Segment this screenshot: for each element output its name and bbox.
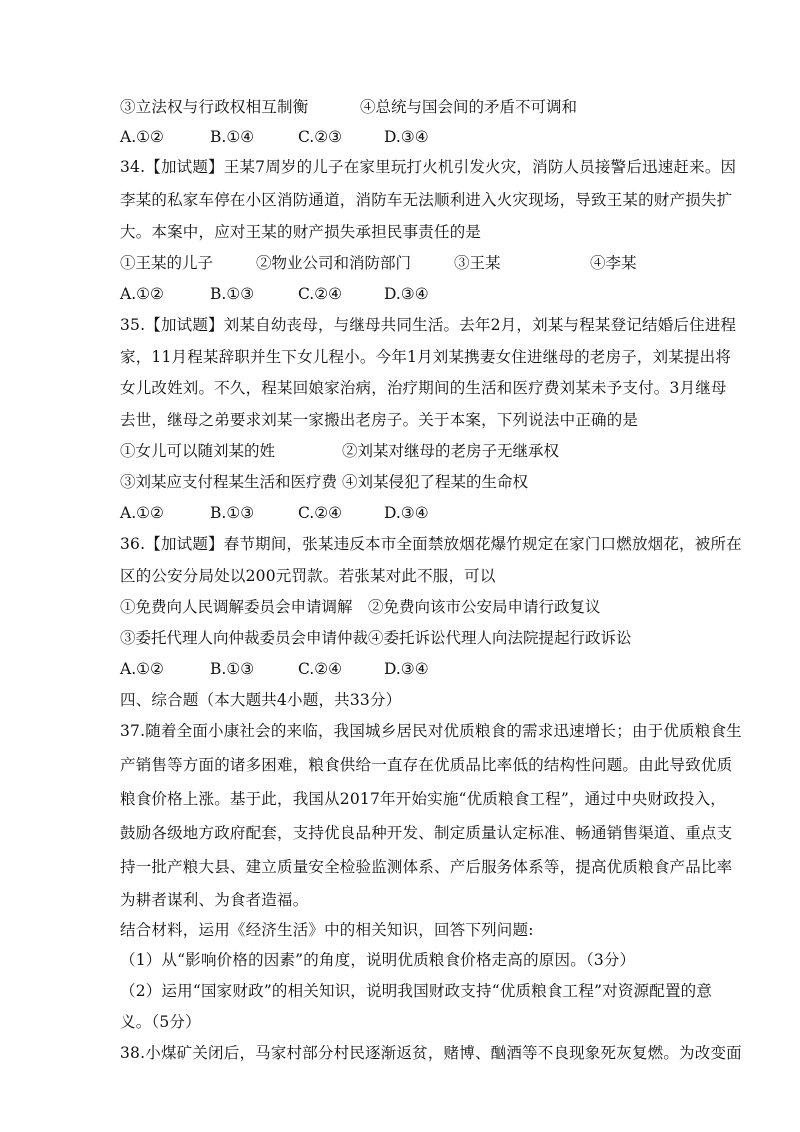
q33-item3: ③立法权与行政权相互制衡 [120, 98, 309, 116]
q33-item4: ④总统与国会间的矛盾不可调和 [360, 98, 578, 116]
q38-stem-line: 38.小煤矿关闭后，马家村部分村民逐渐返贫，赌博、酗酒等不良现象死灰复燃。为改变面 [120, 1044, 742, 1062]
q35-item2: ②刘某对继母的老房子无继承权 [342, 442, 560, 460]
q34-item4: ④李某 [590, 254, 637, 272]
q36-option-d: D.③④ [384, 660, 429, 678]
q33-option-d: D.③④ [384, 128, 429, 146]
q34-stem-line: 34.【加试题】王某7周岁的儿子在家里玩打火机引发火灾，消防人员接警后迅速赶来。因 [120, 158, 737, 176]
q37-subquestion-1: （1）从“影响价格的因素”的角度，说明优质粮食价格走高的原因。（3分） [120, 951, 636, 969]
q34-option-a: A.①② [120, 285, 164, 303]
q37-material-line: 37.随着全面小康社会的来临，我国城乡居民对优质粮食的需求迅速增长；由于优质粮食生 [120, 722, 742, 740]
q36-option-c: C.②④ [298, 660, 343, 678]
q36-item1: ①免费向人民调解委员会申请调解 [120, 598, 353, 616]
q36-stem-line: 36.【加试题】春节期间，张某违反本市全面禁放烟花爆竹规定在家门口燃放烟花，被所在 [120, 535, 742, 553]
q34-option-d: D.③④ [384, 285, 429, 303]
q34-stem-line: 大。本案中，应对王某的财产损失承担民事责任的是 [120, 223, 482, 241]
q37-material-line: 鼓励各级地方政府配套，支持优良品种开发、制定质量认定标准、畅通销售渠道、重点支 [120, 824, 733, 842]
q37-material-line: 持一批产粮大县、建立质量安全检验监测体系、产后服务体系等，提高优质粮食产品比率 [120, 858, 733, 876]
q35-stem-line: 35.【加试题】刘某自幼丧母，与继母共同生活。去年2月，刘某与程某登记结婚后住进程 [120, 316, 737, 334]
q34-option-c: C.②④ [298, 285, 343, 303]
q35-option-d: D.③④ [384, 504, 429, 522]
q35-item1: ①女儿可以随刘某的姓 [120, 442, 276, 460]
q37-material-line: 产销售等方面的诸多困难，粮食供给一直存在优质品比率低的结构性问题。由此导致优质 [120, 756, 733, 774]
section-heading: 四、综合题（本大题共4小题，共33分） [120, 691, 402, 709]
q33-option-a: A.①② [120, 128, 164, 146]
q35-stem-line: 家，11月程某辞职并生下女儿程小。今年1月刘某携妻女住进继母的老房子，刘某提出将 [120, 348, 732, 366]
q33-option-c: C.②③ [298, 128, 343, 146]
q33-option-b: B.①④ [210, 128, 255, 146]
q37-instruction: 结合材料，运用《经济生活》中的相关知识，回答下列问题: [120, 921, 534, 939]
q36-stem-line: 区的公安分局处以200元罚款。若张某对此不服，可以 [120, 567, 496, 585]
q35-stem-line: 女儿改姓刘。不久，程某回娘家治病，治疗期间的生活和医疗费刘某未予支付。3月继母 [120, 379, 727, 397]
q37-subquestion-2-cont: 义。（5分） [120, 1013, 201, 1031]
q36-item4: ④委托诉讼代理人向法院提起行政诉讼 [368, 629, 632, 647]
q35-item4: ④刘某侵犯了程某的生命权 [342, 473, 529, 491]
q36-option-b: B.①③ [210, 660, 255, 678]
q34-item1: ①王某的儿子 [120, 254, 214, 272]
q35-stem-line: 去世，继母之弟要求刘某一家搬出老房子。关于本案，下列说法中正确的是 [120, 411, 639, 429]
q35-item3: ③刘某应支付程某生活和医疗费 [120, 473, 338, 491]
q34-option-b: B.①③ [210, 285, 255, 303]
q35-option-a: A.①② [120, 504, 164, 522]
q36-option-a: A.①② [120, 660, 164, 678]
q36-item2: ②免费向该市公安局申请行政复议 [368, 598, 601, 616]
q37-material-line: 粮食价格上涨。基于此，我国从2017年开始实施“优质粮食工程”，通过中央财政投入， [120, 790, 726, 808]
q35-option-b: B.①③ [210, 504, 255, 522]
q35-option-c: C.②④ [298, 504, 343, 522]
q37-subquestion-2: （2）运用“国家财政”的相关知识，说明我国财政支持“优质粮食工程”对资源配置的意 [120, 982, 713, 1000]
q34-item2: ②物业公司和消防部门 [256, 254, 412, 272]
q34-stem-line: 李某的私家车停在小区消防通道，消防车无法顺利进入火灾现场，导致王某的财产损失扩 [120, 191, 733, 209]
q34-item3: ③王某 [454, 254, 501, 272]
q37-material-line: 为耕者谋利、为食者造福。 [120, 891, 309, 909]
q36-item3: ③委托代理人向仲裁委员会申请仲裁 [120, 629, 369, 647]
